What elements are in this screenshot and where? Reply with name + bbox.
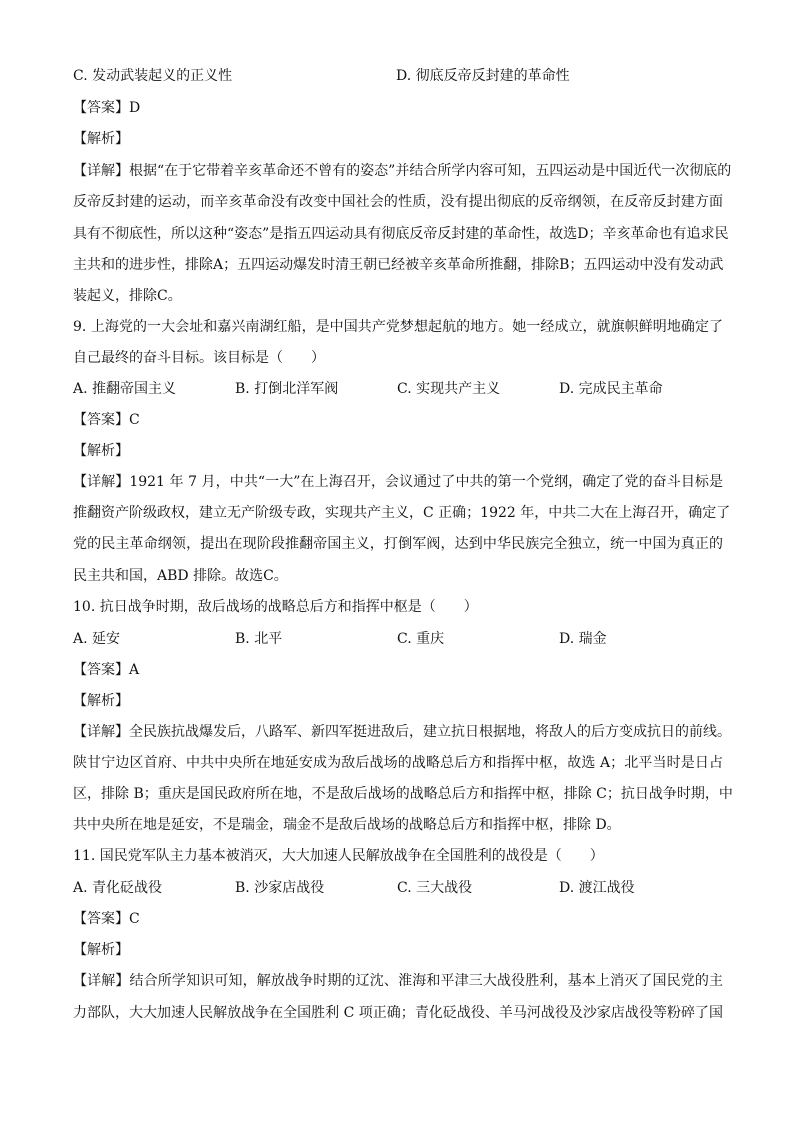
q9-detail-line: 推翻资产阶级政权，建立无产阶级专政，实现共产主义，C 正确；1922 年，中共二大在上海召开，确定了 (73, 505, 731, 521)
q8-detail-line: 【详解】根据“在于它带着辛亥革命还不曾有的姿态”并结合所学内容可知，五四运动是中国近代一次彻底的 (73, 163, 732, 179)
q9-stem-line: 9. 上海党的一大会址和嘉兴南湖红船，是中国共产党梦想起航的地方。她一经成立，就旗帜鲜明地确定了 (73, 319, 723, 335)
q9-answer: 【答案】C (73, 412, 140, 428)
q10-detail-line: 区，排除 B；重庆是国民政府所在地，不是敌后战场的战略总后方和指挥中枢，排除 C；抗日战争时期，中 (73, 786, 733, 802)
q9-option-c: C. 实现共产主义 (397, 381, 501, 397)
q10-stem: 10. 抗日战争时期，敌后战场的战略总后方和指挥中枢是（ ） (73, 599, 478, 615)
q9-detail-line: 民主共和国，ABD 排除。故选C。 (73, 568, 288, 584)
q11-analysis-label: 【解析】 (73, 942, 129, 958)
q10-detail-line: 【详解】全民族抗战爆发后，八路军、新四军挺进敌后，建立抗日根据地，将敌人的后方变成抗日的前线。 (73, 724, 731, 740)
q9-option-a: A. 推翻帝国主义 (73, 381, 177, 397)
q10-answer: 【答案】A (73, 662, 140, 678)
q11-option-b: B. 沙家店战役 (235, 880, 325, 896)
q8-analysis-label: 【解析】 (73, 131, 129, 147)
q9-option-b: B. 打倒北洋军阀 (235, 381, 339, 397)
q10-analysis-label: 【解析】 (73, 693, 129, 709)
q11-answer: 【答案】C (73, 911, 140, 927)
q8-detail-line: 主共和的进步性，排除A；五四运动爆发时清王朝已经被辛亥革命所推翻，排除B；五四运动中没有发动武 (73, 257, 724, 273)
q9-detail-line: 党的民主革命纲领，提出在现阶段推翻帝国主义，打倒军阀，达到中华民族完全独立，统一中国为真正的 (73, 536, 723, 552)
q11-detail-line: 力部队，大大加速人民解放战争在全国胜利 C 项正确；青化砭战役、羊马河战役及沙家店战役等粉碎了国 (73, 1005, 723, 1021)
q10-option-c: C. 重庆 (397, 631, 445, 647)
q8-options (73, 66, 723, 86)
q8-detail-line: 反帝反封建的运动，而辛亥革命没有改变中国社会的性质，没有提出彻底的反帝纲领，在反帝反封建方面 (73, 194, 723, 210)
q11-options (73, 878, 733, 898)
q9-detail-line: 【详解】1921 年 7 月，中共“一大”在上海召开，会议通过了中共的第一个党纲，确定了党的奋斗目标是 (73, 474, 723, 490)
q11-option-a: A. 青化砭战役 (73, 880, 163, 896)
q8-detail-line: 装起义，排除C。 (73, 288, 182, 304)
q8-option-d: D. 彻底反帝反封建的革命性 (396, 68, 570, 84)
q10-detail-line: 陕甘宁边区首府、中共中央所在地延安成为敌后战场的战略总后方和指挥中枢，故选 A；北平当时是日占 (73, 755, 723, 771)
q9-stem-line: 自己最终的奋斗目标。该目标是（ ） (73, 350, 325, 366)
q11-option-c: C. 三大战役 (397, 880, 473, 896)
q8-detail-line: 具有不彻底性，所以这种“姿态”是指五四运动具有彻底反帝反封建的革命性，故选D；辛亥革命也有追求民 (73, 226, 729, 242)
q8-answer: 【答案】D (73, 100, 141, 116)
q10-option-b: B. 北平 (235, 631, 283, 647)
q11-option-d: D. 渡江战役 (559, 880, 635, 896)
q11-stem: 11. 国民党军队主力基本被消灭，大大加速人民解放战争在全国胜利的战役是（ ） (73, 848, 604, 864)
q10-option-d: D. 瑞金 (559, 631, 607, 647)
q9-analysis-label: 【解析】 (73, 443, 129, 459)
q10-options (73, 629, 733, 649)
q9-options (73, 379, 733, 399)
q10-detail-line: 共中央所在地是延安，不是瑞金，瑞金不是敌后战场的战略总后方和指挥中枢，排除 D。 (73, 817, 621, 833)
q8-option-c: C. 发动武装起义的正义性 (73, 68, 233, 84)
q11-detail-line: 【详解】结合所学知识可知，解放战争时期的辽沈、淮海和平津三大战役胜利，基本上消灭了国民党的主 (73, 973, 723, 989)
q10-option-a: A. 延安 (73, 631, 121, 647)
q9-option-d: D. 完成民主革命 (559, 381, 663, 397)
